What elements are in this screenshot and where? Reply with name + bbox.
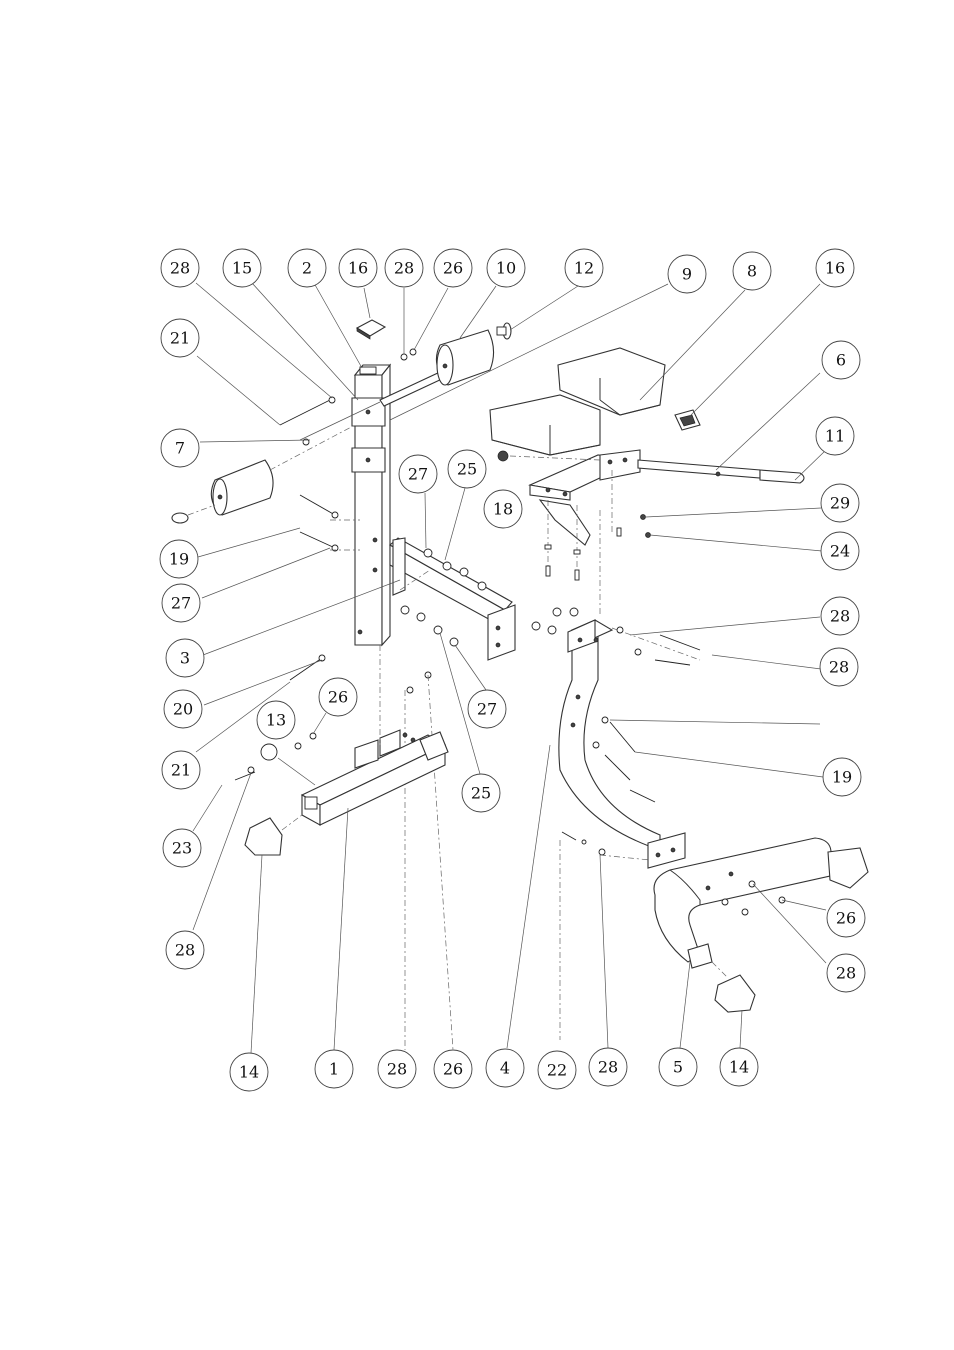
callout-number: 24 xyxy=(829,541,851,561)
callout-number: 28 xyxy=(393,258,415,278)
part-callout xyxy=(315,1050,353,1088)
part-callout xyxy=(589,1048,627,1086)
part-callout xyxy=(164,690,202,728)
callout-number: 1 xyxy=(328,1059,340,1079)
bench-drawing xyxy=(169,283,868,1053)
part-callout xyxy=(827,954,865,992)
callout-number: 10 xyxy=(495,258,517,278)
part-callout xyxy=(816,417,854,455)
part-callout xyxy=(486,1049,524,1087)
callout-number: 27 xyxy=(170,593,192,613)
seat-pads xyxy=(490,348,665,455)
callout-number: 28 xyxy=(828,657,850,677)
foot-cap-left xyxy=(245,818,282,855)
callout-number: 23 xyxy=(171,838,193,858)
callout-number: 27 xyxy=(476,699,498,719)
part-callout xyxy=(821,484,859,522)
part-callout xyxy=(448,450,486,488)
part-callout xyxy=(288,249,326,287)
part-callout xyxy=(434,1050,472,1088)
part-callout xyxy=(257,701,295,739)
callout-number: 15 xyxy=(231,258,253,278)
callout-number: 16 xyxy=(824,258,846,278)
callout-number: 28 xyxy=(169,258,191,278)
part-callout xyxy=(339,249,377,287)
callout-number: 14 xyxy=(728,1057,750,1077)
part-callout xyxy=(319,678,357,716)
callout-number: 18 xyxy=(492,499,514,519)
part-callout xyxy=(822,341,860,379)
part-callout xyxy=(823,758,861,796)
callout-number: 28 xyxy=(174,940,196,960)
callout-number: 25 xyxy=(470,783,492,803)
callout-number: 26 xyxy=(442,258,464,278)
callout-group xyxy=(160,249,865,1091)
callout-number: 14 xyxy=(238,1062,260,1082)
callout-number: 28 xyxy=(835,963,857,983)
part-callout xyxy=(160,540,198,578)
callout-number: 29 xyxy=(829,493,851,513)
callout-number: 20 xyxy=(172,699,194,719)
part-callout xyxy=(821,532,859,570)
part-callout xyxy=(484,490,522,528)
part-callout xyxy=(468,690,506,728)
part-callout xyxy=(166,639,204,677)
callout-number: 7 xyxy=(174,438,186,458)
callout-number: 6 xyxy=(835,350,847,370)
part-callout xyxy=(487,249,525,287)
part-callout xyxy=(166,931,204,969)
callout-number: 9 xyxy=(681,264,693,284)
pad-support-frame xyxy=(530,450,804,545)
part-callout xyxy=(462,774,500,812)
callout-number: 13 xyxy=(265,710,287,730)
callout-number: 5 xyxy=(672,1057,684,1077)
part-callout xyxy=(816,249,854,287)
part-callout xyxy=(399,455,437,493)
callout-number: 19 xyxy=(168,549,190,569)
callout-number: 28 xyxy=(386,1059,408,1079)
part-callout xyxy=(668,255,706,293)
roller-knob-left xyxy=(172,513,188,523)
part-callout xyxy=(378,1050,416,1088)
part-callout xyxy=(161,319,199,357)
part-callout xyxy=(230,1053,268,1091)
foam-roller-right xyxy=(436,330,493,385)
callout-number: 12 xyxy=(573,258,595,278)
callout-number: 22 xyxy=(546,1060,568,1080)
part-callout xyxy=(565,249,603,287)
callout-number: 26 xyxy=(442,1059,464,1079)
leader-lines xyxy=(193,283,826,1053)
part-callout xyxy=(827,899,865,937)
callout-number: 27 xyxy=(407,464,429,484)
callout-number: 21 xyxy=(170,760,192,780)
part-callout xyxy=(733,252,771,290)
callout-number: 28 xyxy=(597,1057,619,1077)
callout-number: 2 xyxy=(301,258,313,278)
part-callout xyxy=(538,1051,576,1089)
callout-number: 11 xyxy=(824,426,846,446)
part-callout xyxy=(161,429,199,467)
part-callout xyxy=(162,584,200,622)
part-callout xyxy=(223,249,261,287)
callout-number: 28 xyxy=(829,606,851,626)
callout-number: 16 xyxy=(347,258,369,278)
part-callout xyxy=(385,249,423,287)
foot-cap-right xyxy=(715,975,755,1012)
part-callout xyxy=(162,751,200,789)
part-callout xyxy=(163,829,201,867)
part-callout xyxy=(659,1048,697,1086)
callout-number: 8 xyxy=(746,261,758,281)
callout-number: 19 xyxy=(831,767,853,787)
upright-post xyxy=(352,365,390,645)
callout-number: 26 xyxy=(835,908,857,928)
callout-number: 4 xyxy=(499,1058,511,1078)
part-callout xyxy=(161,249,199,287)
part-callout xyxy=(720,1048,758,1086)
callout-number: 25 xyxy=(456,459,478,479)
part-callout xyxy=(821,597,859,635)
part-callout xyxy=(434,249,472,287)
part-callout xyxy=(820,648,858,686)
callout-number: 21 xyxy=(169,328,191,348)
callout-number: 3 xyxy=(179,648,191,668)
curved-beam xyxy=(559,620,700,868)
foam-roller-left xyxy=(211,460,273,515)
callout-number: 26 xyxy=(327,687,349,707)
